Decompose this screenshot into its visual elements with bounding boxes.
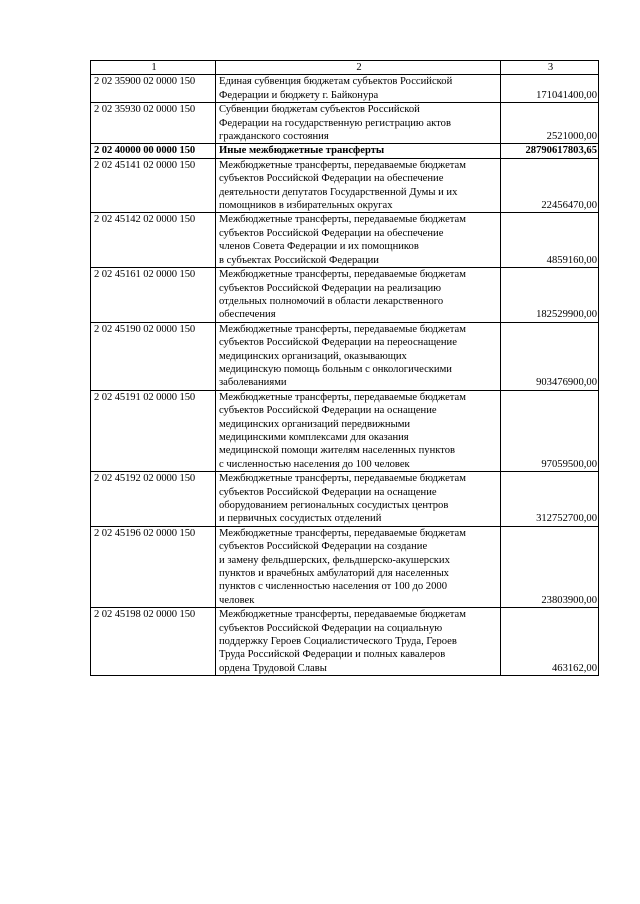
table-row-total bbox=[91, 144, 599, 158]
column-header-amount: 3 bbox=[501, 61, 599, 75]
amount: 23803900,00 bbox=[501, 526, 599, 607]
amount: 171041400,00 bbox=[501, 75, 599, 103]
table-row bbox=[91, 390, 599, 471]
item-name: Межбюджетные трансферты, передаваемые бюджетам субъектов Российской Федерации на оснащение оборудованием региональных сосудистых центров и первичных сосудистых отделений bbox=[216, 472, 501, 527]
table-row bbox=[91, 268, 599, 323]
item-name: Единая субвенция бюджетам субъектов Российской Федерации и бюджету г. Байконура bbox=[216, 75, 501, 103]
table-row bbox=[91, 322, 599, 390]
item-name: Межбюджетные трансферты, передаваемые бюджетам субъектов Российской Федерации на обеспечение членов Совета Федерации и их помощников в субъектах Российской Федерации bbox=[216, 213, 501, 268]
amount: 28790617803,65 bbox=[501, 144, 599, 158]
item-name: Межбюджетные трансферты, передаваемые бюджетам субъектов Российской Федерации на социальную поддержку Героев Социалистического Труда, Героев Труда Российской Федерации и полных кавалеров ордена Трудовой Славы bbox=[216, 608, 501, 676]
amount: 463162,00 bbox=[501, 608, 599, 676]
table-row bbox=[91, 608, 599, 676]
table-row bbox=[91, 158, 599, 213]
amount: 97059500,00 bbox=[501, 390, 599, 471]
budget-code: 2 02 35930 02 0000 150 bbox=[91, 103, 216, 144]
item-name: Межбюджетные трансферты, передаваемые бюджетам субъектов Российской Федерации на оснащение медицинских организаций передвижными медицинскими комплексами для оказания медицинской помощи жителям населенных пунктов с численностью населения до 100 человек bbox=[216, 390, 501, 471]
budget-code: 2 02 40000 00 0000 150 bbox=[91, 144, 216, 158]
budget-code: 2 02 45198 02 0000 150 bbox=[91, 608, 216, 676]
budget-code: 2 02 45196 02 0000 150 bbox=[91, 526, 216, 607]
table-row bbox=[91, 472, 599, 527]
budget-code: 2 02 45141 02 0000 150 bbox=[91, 158, 216, 213]
amount: 182529900,00 bbox=[501, 268, 599, 323]
amount: 2521000,00 bbox=[501, 103, 599, 144]
table-row bbox=[91, 213, 599, 268]
budget-code: 2 02 45190 02 0000 150 bbox=[91, 322, 216, 390]
budget-code: 2 02 45142 02 0000 150 bbox=[91, 213, 216, 268]
table-row bbox=[91, 103, 599, 144]
amount: 903476900,00 bbox=[501, 322, 599, 390]
table-row bbox=[91, 75, 599, 103]
table-row bbox=[91, 526, 599, 607]
table-header-row bbox=[91, 61, 599, 75]
item-name: Межбюджетные трансферты, передаваемые бюджетам субъектов Российской Федерации на создание и замену фельдшерских, фельдшерско-акушерских пунктов и врачебных амбулаторий для населенных пунктов с численностью населения от 100 до 2000 человек bbox=[216, 526, 501, 607]
amount: 4859160,00 bbox=[501, 213, 599, 268]
budget-code: 2 02 45191 02 0000 150 bbox=[91, 390, 216, 471]
item-name: Субвенции бюджетам субъектов Российской Федерации на государственную регистрацию актов гражданского состояния bbox=[216, 103, 501, 144]
column-header-name: 2 bbox=[216, 61, 501, 75]
column-header-code: 1 bbox=[91, 61, 216, 75]
item-name: Межбюджетные трансферты, передаваемые бюджетам субъектов Российской Федерации на реализацию отдельных полномочий в области лекарственного обеспечения bbox=[216, 268, 501, 323]
amount: 22456470,00 bbox=[501, 158, 599, 213]
budget-code: 2 02 35900 02 0000 150 bbox=[91, 75, 216, 103]
amount: 312752700,00 bbox=[501, 472, 599, 527]
budget-code: 2 02 45161 02 0000 150 bbox=[91, 268, 216, 323]
budget-table bbox=[90, 60, 599, 676]
item-name: Межбюджетные трансферты, передаваемые бюджетам субъектов Российской Федерации на обеспечение деятельности депутатов Государственной Думы и их помощников в избирательных округах bbox=[216, 158, 501, 213]
budget-code: 2 02 45192 02 0000 150 bbox=[91, 472, 216, 527]
item-name: Иные межбюджетные трансферты bbox=[216, 144, 501, 158]
item-name: Межбюджетные трансферты, передаваемые бюджетам субъектов Российской Федерации на переоснащение медицинских организаций, оказывающих медицинскую помощь больным с онкологическими заболеваниями bbox=[216, 322, 501, 390]
